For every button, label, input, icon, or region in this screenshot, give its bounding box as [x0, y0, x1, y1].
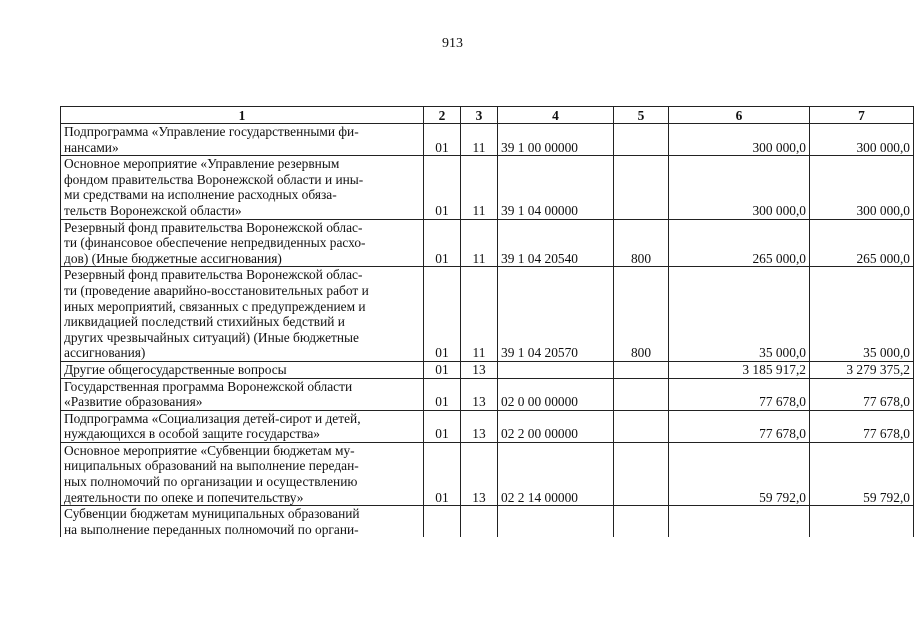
amount-col-6	[669, 506, 810, 538]
amount-col-7: 59 792,0	[810, 442, 914, 505]
expense-type-code: 800	[614, 267, 669, 362]
header-row	[61, 107, 914, 124]
amount-col-6: 59 792,0	[669, 442, 810, 505]
expense-type-code	[614, 410, 669, 442]
amount-col-7: 265 000,0	[810, 219, 914, 267]
table-row	[61, 219, 914, 267]
item-name: Другие общегосударственные вопросы	[61, 361, 424, 378]
amount-col-6: 35 000,0	[669, 267, 810, 362]
section-code: 01	[424, 442, 461, 505]
expense-type-code	[614, 156, 669, 219]
amount-col-6: 77 678,0	[669, 410, 810, 442]
amount-col-6: 3 185 917,2	[669, 361, 810, 378]
section-code: 01	[424, 410, 461, 442]
expense-type-code	[614, 361, 669, 378]
target-article-code: 39 1 04 00000	[498, 156, 614, 219]
table-header	[61, 107, 914, 124]
amount-col-6: 300 000,0	[669, 156, 810, 219]
section-code: 01	[424, 361, 461, 378]
table-row	[61, 410, 914, 442]
amount-col-7: 300 000,0	[810, 124, 914, 156]
subsection-code: 13	[461, 410, 498, 442]
header-col-1: 1	[61, 107, 424, 124]
subsection-code	[461, 506, 498, 538]
expense-type-code	[614, 124, 669, 156]
table-row	[61, 378, 914, 410]
amount-col-6: 77 678,0	[669, 378, 810, 410]
header-col-5: 5	[614, 107, 669, 124]
target-article-code: 02 0 00 00000	[498, 378, 614, 410]
item-name: Резервный фонд правительства Воронежской облас- ти (проведение аварийно-восстановительных работ и иных мероприятий, связанных с предупреждением и ликвидацией последствий стихийных бедствий и других чрезвычайных ситуаций) (Иные бюджетные ассигнования)	[61, 267, 424, 362]
table-body	[61, 124, 914, 538]
amount-col-6: 265 000,0	[669, 219, 810, 267]
item-name: Резервный фонд правительства Воронежской облас- ти (финансовое обеспечение непредвиденных расхо- дов) (Иные бюджетные ассигнования)	[61, 219, 424, 267]
table-row	[61, 506, 914, 538]
subsection-code: 11	[461, 124, 498, 156]
section-code: 01	[424, 219, 461, 267]
target-article-code	[498, 506, 614, 538]
item-name: Подпрограмма «Управление государственными фи- нансами»	[61, 124, 424, 156]
table-row	[61, 124, 914, 156]
budget-table	[60, 106, 914, 537]
table-row	[61, 156, 914, 219]
target-article-code: 39 1 04 20570	[498, 267, 614, 362]
subsection-code: 13	[461, 378, 498, 410]
amount-col-7: 77 678,0	[810, 410, 914, 442]
section-code: 01	[424, 378, 461, 410]
header-col-2: 2	[424, 107, 461, 124]
subsection-code: 11	[461, 156, 498, 219]
target-article-code	[498, 361, 614, 378]
expense-type-code	[614, 378, 669, 410]
amount-col-6: 300 000,0	[669, 124, 810, 156]
table-row	[61, 442, 914, 505]
target-article-code: 39 1 04 20540	[498, 219, 614, 267]
amount-col-7	[810, 506, 914, 538]
amount-col-7: 77 678,0	[810, 378, 914, 410]
amount-col-7: 3 279 375,2	[810, 361, 914, 378]
item-name: Государственная программа Воронежской области «Развитие образования»	[61, 378, 424, 410]
section-code: 01	[424, 156, 461, 219]
expense-type-code: 800	[614, 219, 669, 267]
target-article-code: 02 2 14 00000	[498, 442, 614, 505]
table-row	[61, 361, 914, 378]
section-code	[424, 506, 461, 538]
amount-col-7: 300 000,0	[810, 156, 914, 219]
subsection-code: 11	[461, 267, 498, 362]
section-code: 01	[424, 267, 461, 362]
target-article-code: 39 1 00 00000	[498, 124, 614, 156]
expense-type-code	[614, 442, 669, 505]
section-code: 01	[424, 124, 461, 156]
header-col-7: 7	[810, 107, 914, 124]
amount-col-7: 35 000,0	[810, 267, 914, 362]
item-name: Основное мероприятие «Субвенции бюджетам му- ниципальных образований на выполнение передан- ных полномочий по организации и осуществлению деятельности по опеке и попечительству»	[61, 442, 424, 505]
subsection-code: 13	[461, 442, 498, 505]
header-col-3: 3	[461, 107, 498, 124]
header-col-6: 6	[669, 107, 810, 124]
expense-type-code	[614, 506, 669, 538]
item-name: Основное мероприятие «Управление резервным фондом правительства Воронежской области и ины- ми средствами на исполнение расходных обяза- тельств Воронежской области»	[61, 156, 424, 219]
item-name: Подпрограмма «Социализация детей-сирот и детей, нуждающихся в особой защите государства»	[61, 410, 424, 442]
subsection-code: 11	[461, 219, 498, 267]
subsection-code: 13	[461, 361, 498, 378]
header-col-4: 4	[498, 107, 614, 124]
page-number: 913	[442, 36, 463, 51]
item-name: Субвенции бюджетам муниципальных образований на выполнение переданных полномочий по органи-	[61, 506, 424, 538]
table-row	[61, 267, 914, 362]
target-article-code: 02 2 00 00000	[498, 410, 614, 442]
